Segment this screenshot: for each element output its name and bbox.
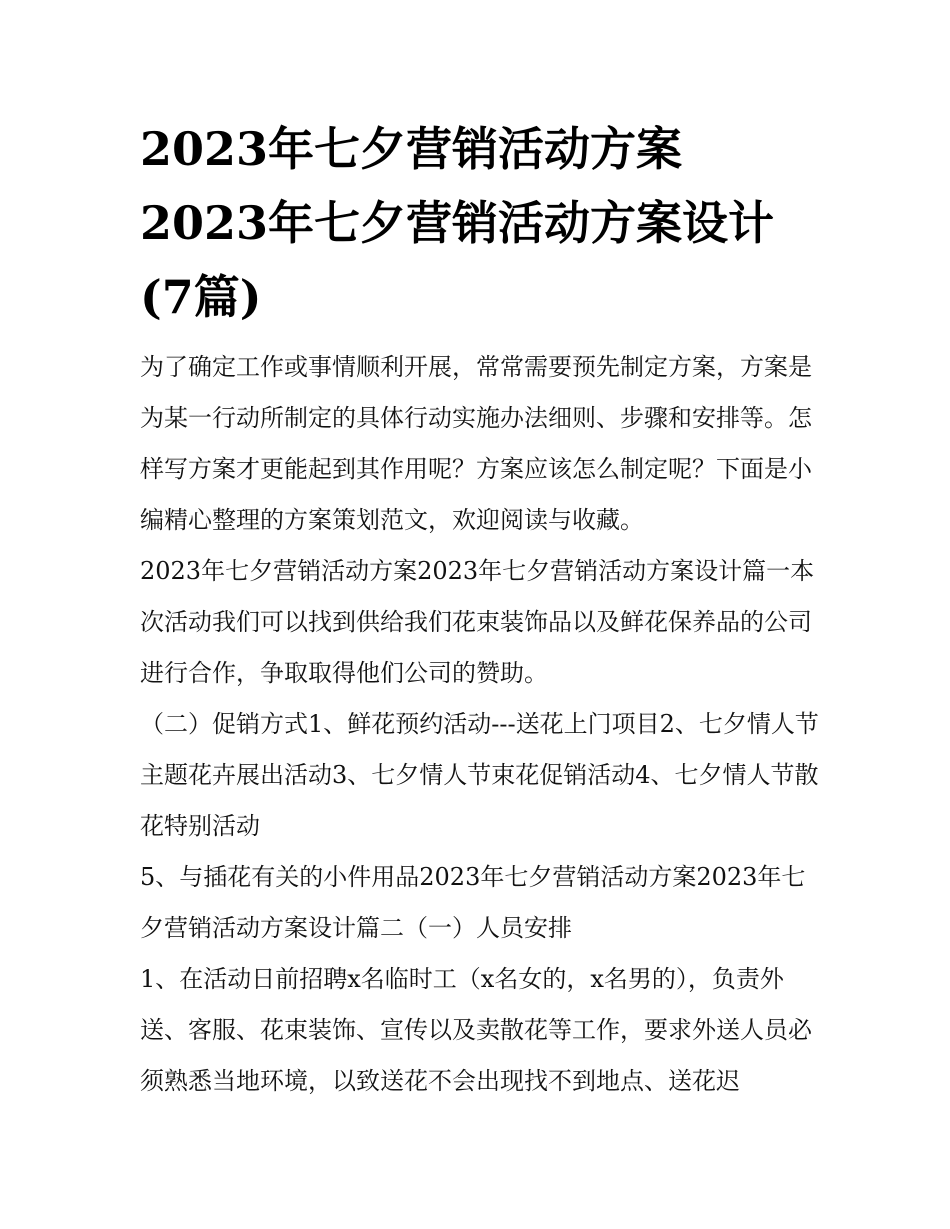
document-body [140, 342, 820, 1107]
paragraph-part-one: 2023年七夕营销活动方案2023年七夕营销活动方案设计篇一本次活动我们可以找到供给我们花束装饰品以及鲜花保养品的公司进行合作，争取取得他们公司的赞助。 [140, 557, 815, 687]
document-content [140, 112, 820, 1107]
paragraph-part-two: 5、与插花有关的小件用品2023年七夕营销活动方案2023年七夕营销活动方案设计篇二（一）人员安排 [140, 863, 806, 942]
title-line-1: 2023年七夕营销活动方案 [140, 122, 683, 176]
paragraph-promotion-methods: （二）促销方式1、鲜花预约活动---送花上门项目2、七夕情人节主题花卉展出活动3、七夕情人节束花促销活动4、七夕情人节散花特别活动 [140, 710, 819, 840]
document-title [140, 112, 820, 334]
title-line-3: (7篇) [140, 270, 262, 324]
paragraph-intro: 为了确定工作或事情顺利开展，常常需要预先制定方案，方案是为某一行动所制定的具体行动实施办法细则、步骤和安排等。怎样写方案才更能起到其作用呢？方案应该怎么制定呢？下面是小编精心整理的方案策划范文，欢迎阅读与收藏。 [140, 353, 812, 534]
paragraph-staff-arrangement: 1、在活动日前招聘x名临时工（x名女的，x名男的），负责外送、客服、花束装饰、宣传以及卖散花等工作，要求外送人员必须熟悉当地环境，以致送花不会出现找不到地点、送花迟 [140, 965, 812, 1095]
title-line-2: 2023年七夕营销活动方案设计 [140, 196, 775, 250]
